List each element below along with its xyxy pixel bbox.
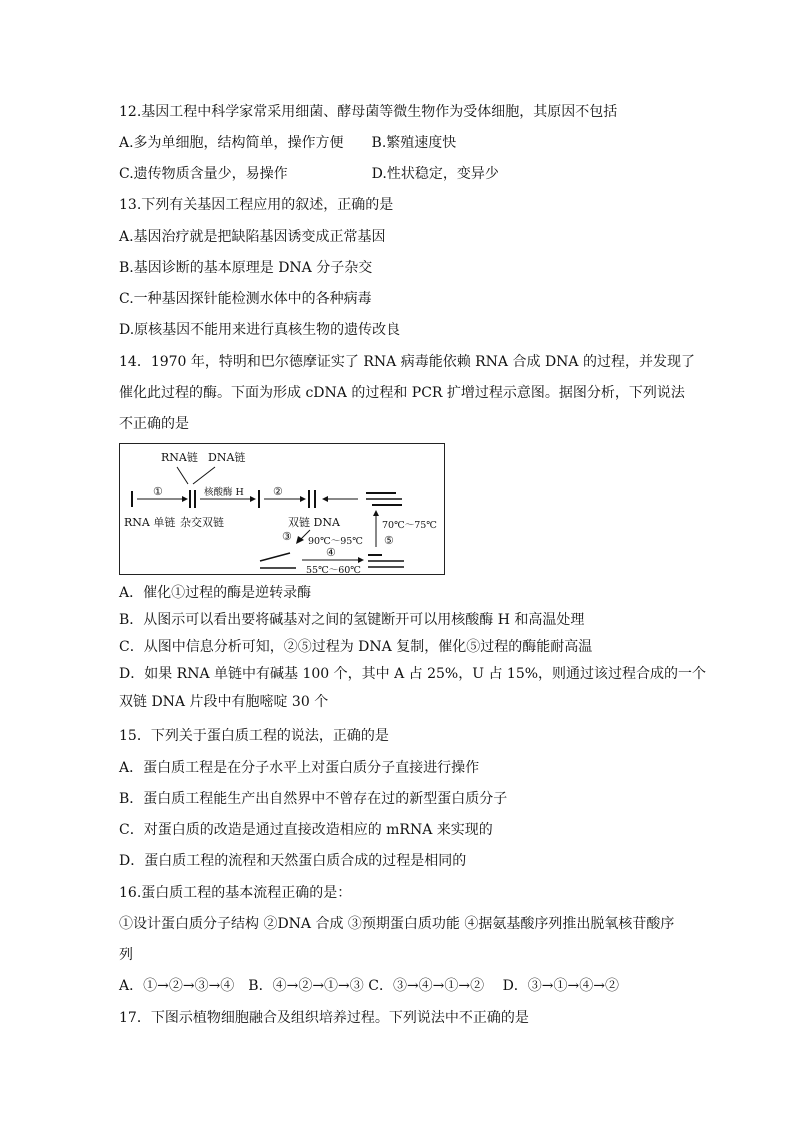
q15-option-c: C．对蛋白质的改造是通过直接改造相应的 mRNA 来实现的 [119, 822, 493, 838]
label-step3: ③ [282, 530, 292, 543]
q13-option-b: B.基因诊断的基本原理是 DNA 分子杂交 [119, 260, 373, 276]
label-step2: ② [273, 485, 283, 498]
q17-stem: 17．下图示植物细胞融合及组织培养过程。下列说法中不正确的是 [119, 1010, 529, 1026]
q16-items-line2: 列 [119, 947, 133, 963]
label-rna-strand: RNA链 [161, 451, 198, 464]
q14-option-c: C．从图中信息分析可知，②⑤过程为 DNA 复制，催化⑤过程的酶能耐高温 [119, 639, 593, 655]
label-ds-dna: 双链 DNA [288, 516, 340, 529]
arrowhead-rnase [250, 496, 256, 502]
label-hybrid: 杂交双链 [180, 516, 224, 529]
arrowhead-step4 [358, 557, 364, 563]
q14-stem-line1: 14．1970 年，特明和巴尔德摩证实了 RNA 病毒能依赖 RNA 合成 DNA 的过程，并发现了 [119, 354, 695, 370]
label-rna-single: RNA 单链 [124, 516, 176, 529]
cdna-pcr-svg [120, 444, 446, 576]
q15-option-b: B．蛋白质工程能生产出自然界中不曾存在过的新型蛋白质分子 [119, 791, 508, 807]
label-step4: ④ [326, 546, 336, 559]
label-dna-strand: DNA链 [208, 451, 246, 464]
label-rnase: 核酸酶 H [204, 487, 244, 498]
label-step5: ⑤ [384, 534, 394, 547]
q15-option-a: A．蛋白质工程是在分子水平上对蛋白质分子直接进行操作 [119, 760, 480, 776]
arrowhead-step5 [373, 510, 379, 516]
q15-stem: 15．下列关于蛋白质工程的说法，正确的是 [119, 728, 389, 744]
arrowhead-step1 [182, 496, 188, 502]
q14-option-b: B．从图示可以看出要将碱基对之间的氢键断开可以用核酸酶 H 和高温处理 [119, 612, 585, 628]
label-temp-denature: 90℃～95℃ [308, 536, 363, 547]
q13-option-c: C.一种基因探针能检测水体中的各种病毒 [119, 291, 372, 307]
q14-option-d-line1: D．如果 RNA 单链中有碱基 100 个，其中 A 占 25%，U 占 15%，则通过该过程合成的一个 [119, 666, 707, 682]
q13-option-d: D.原核基因不能用来进行真核生物的遗传改良 [119, 322, 401, 338]
q12-options-cd: C.遗传物质含量少，易操作 D.性状稳定，变异少 [119, 166, 499, 182]
q14-option-d-line2: 双链 DNA 片段中有胞嘧啶 30 个 [119, 694, 329, 710]
denatured-strand-a [260, 553, 290, 561]
label-step1: ① [153, 485, 163, 498]
q15-option-d: D．蛋白质工程的流程和天然蛋白质合成的过程是相同的 [119, 853, 467, 869]
q14-option-a: A．催化①过程的酶是逆转录酶 [119, 585, 312, 601]
q16-stem: 16.蛋白质工程的基本流程正确的是： [119, 885, 352, 901]
q14-stem-line2: 催化此过程的酶。下面为形成 cDNA 的过程和 PCR 扩增过程示意图。据图分析，下列说法 [119, 385, 685, 401]
q13-stem: 13.下列有关基因工程应用的叙述，正确的是 [119, 197, 394, 213]
q12-options-ab: A.多为单细胞，结构简单，操作方便 B.繁殖速度快 [119, 135, 457, 151]
cdna-pcr-diagram [119, 443, 445, 575]
q16-options: A．①→②→③→④ B．④→②→①→③ C．③→④→①→② D．③→①→④→② [119, 978, 619, 994]
label-temp-anneal: 55℃～60℃ [306, 565, 361, 576]
q16-items-line1: ①设计蛋白质分子结构 ②DNA 合成 ③预期蛋白质功能 ④据氨基酸序列推出脱氧核苷酸序 [119, 916, 675, 932]
q13-option-a: A.基因治疗就是把缺陷基因诱变成正常基因 [119, 229, 386, 245]
pointer-dna [193, 467, 215, 484]
label-temp-extend: 70℃～75℃ [382, 520, 437, 531]
q12-stem: 12.基因工程中科学家常采用细菌、酵母菌等微生物作为受体细胞，其原因不包括 [119, 104, 618, 120]
arrowhead-back [322, 496, 328, 502]
q14-stem-line3: 不正确的是 [119, 416, 189, 432]
pointer-rna [177, 467, 188, 484]
arrowhead-step2 [300, 496, 306, 502]
